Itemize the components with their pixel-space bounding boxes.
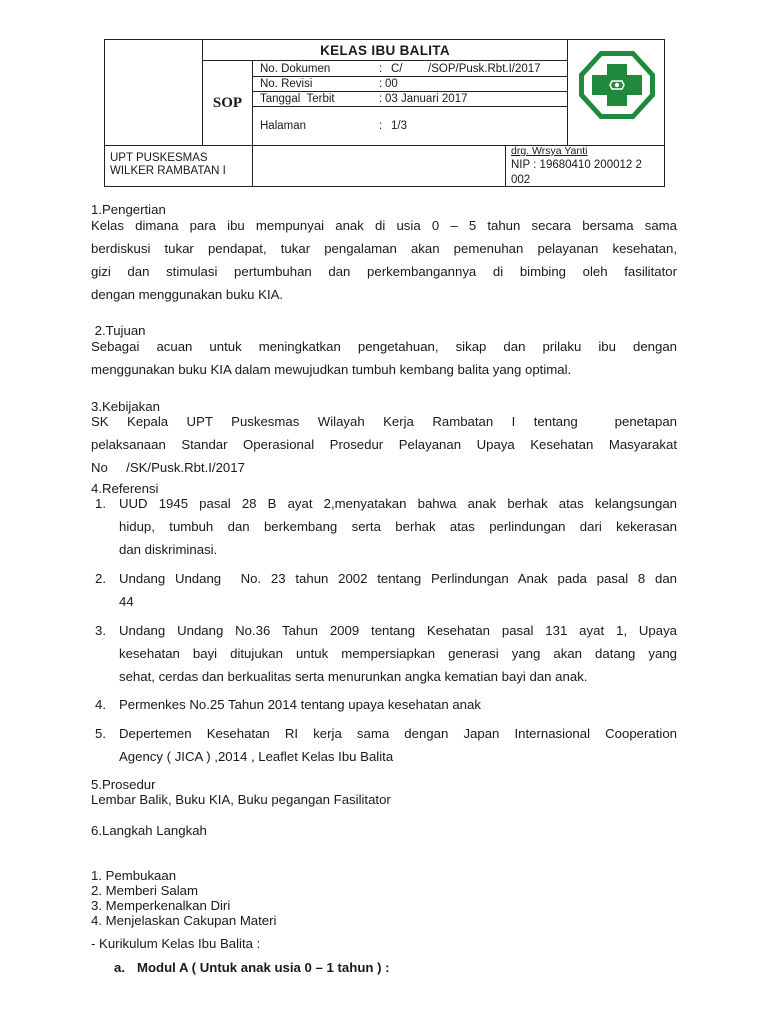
referensi-line: hidup, tumbuh dan berkembang serta berhak atas perlindungan dari kekerasan	[119, 519, 677, 534]
field-halaman-sep: :	[379, 120, 383, 132]
modul-a-text: Modul A ( Untuk anak usia 0 – 1 tahun ) :	[137, 960, 390, 975]
pengertian-line: gizi dan stimulasi pertumbuhan dan perkembangannya di bimbing oleh fasilitator	[91, 264, 677, 279]
section-pengertian-body	[91, 214, 677, 306]
referensi-line: UUD 1945 pasal 28 B ayat 2,menyatakan bahwa anak berhak atas kelangsungan	[119, 496, 677, 511]
field-halaman-label: Halaman	[260, 120, 307, 132]
langkah-steps-list	[91, 868, 276, 928]
section-pengertian-title: 1.Pengertian	[91, 202, 166, 217]
tujuan-line: Sebagai acuan untuk meningkatkan pengetahuan, sikap dan prilaku ibu dengan	[91, 339, 677, 354]
pengertian-line: dengan menggunakan buku KIA.	[91, 287, 284, 302]
referensi-number: 4.	[95, 697, 106, 712]
section-tujuan-body	[91, 335, 677, 381]
kebijakan-line: SK Kepala UPT Puskesmas Wilayah Kerja Rambatan I tentang penetapan	[91, 414, 677, 429]
langkah-step: 3. Memperkenalkan Diri	[91, 898, 231, 913]
langkah-step: 4. Menjelaskan Cakupan Materi	[91, 913, 277, 928]
field-no-dokumen-label: No. Dokumen	[260, 63, 331, 75]
tujuan-line: menggunakan buku KIA dalam mewujudkan tumbuh kembang balita yang optimal.	[91, 362, 572, 377]
field-no-dokumen-sep: :	[379, 63, 383, 75]
referensi-line: sehat, cerdas dan berkualitas serta menurunkan angka kematian bayi dan anak.	[119, 669, 588, 684]
modul-a-line	[114, 960, 390, 975]
section-tujuan-title: 2.Tujuan	[91, 323, 146, 338]
referensi-line: Undang Undang No. 23 tahun 2002 tentang Perlindungan Anak pada pasal 8 dan	[119, 571, 677, 586]
section-prosedur-title: 5.Prosedur	[91, 777, 156, 792]
field-no-dokumen-value: C/ /SOP/Pusk.Rbt.I/2017	[391, 63, 541, 75]
pengertian-line: berdiskusi tukar pendapat, tukar pengalaman akan pemenuhan pelayanan kesehatan,	[91, 241, 677, 256]
referensi-number: 2.	[95, 571, 106, 586]
referensi-line: dan diskriminasi.	[119, 542, 218, 557]
referensi-line: kesehatan bayi ditujukan untuk mempersiapkan generasi yang akan datang yang	[119, 646, 677, 661]
signer-nip-line1: NIP : 19680410 200012 2	[511, 159, 642, 171]
org-name-line2: WILKER RAMBATAN I	[110, 165, 226, 177]
pengertian-line: Kelas dimana para ibu mempunyai anak di usia 0 – 5 tahun secara bersama sama	[91, 218, 677, 233]
field-tanggal-sep: :	[379, 93, 383, 105]
section-prosedur-body: Lembar Balik, Buku KIA, Buku pegangan Fasilitator	[91, 792, 391, 807]
referensi-line: Agency ( JICA ) ,2014 , Leaflet Kelas Ibu Balita	[119, 749, 394, 764]
field-tanggal-label: Tanggal Terbit	[260, 93, 335, 105]
referensi-line: Undang Undang No.36 Tahun 2009 tentang Kesehatan pasal 131 ayat 1, Upaya	[119, 623, 677, 638]
field-halaman-value: 1/3	[391, 120, 407, 132]
section-langkah-title: 6.Langkah Langkah	[91, 823, 207, 838]
referensi-line: Permenkes No.25 Tahun 2014 tentang upaya kesehatan anak	[119, 697, 481, 712]
modul-a-letter: a.	[114, 960, 125, 975]
field-no-revisi-label: No. Revisi	[260, 78, 313, 90]
referensi-number: 1.	[95, 496, 106, 511]
kebijakan-line: pelaksanaan Standar Operasional Prosedur Pelayanan Upaya Kesehatan Masyarakat	[91, 437, 677, 452]
puskesmas-logo-icon	[578, 50, 656, 120]
field-no-revisi-sep: :	[379, 78, 383, 90]
section-kebijakan-title: 3.Kebijakan	[91, 399, 160, 414]
signer-nip-line2: 002	[511, 174, 531, 186]
referensi-line: Depertemen Kesehatan RI kerja sama dengan Japan Internasional Cooperation	[119, 726, 677, 741]
sop-label: SOP	[212, 95, 243, 111]
langkah-step: 2. Memberi Salam	[91, 883, 199, 898]
referensi-line: 44	[119, 594, 134, 609]
kebijakan-line: No /SK/Pusk.Rbt.I/2017	[91, 460, 245, 475]
field-tanggal-value: 03 Januari 2017	[385, 93, 468, 105]
signer-name: drg. Wrsya Yanti	[511, 145, 588, 157]
referensi-number: 5.	[95, 726, 106, 741]
org-name-line1: UPT PUSKESMAS	[110, 152, 208, 164]
langkah-step: 1. Pembukaan	[91, 868, 177, 883]
kurikulum-heading: - Kurikulum Kelas Ibu Balita :	[91, 936, 261, 951]
referensi-number: 3.	[95, 623, 106, 638]
field-no-revisi-value: 00	[385, 78, 398, 90]
section-kebijakan-body	[91, 410, 677, 479]
section-referensi-title: 4.Referensi	[91, 481, 159, 496]
document-title: KELAS IBU BALITA	[320, 43, 450, 58]
